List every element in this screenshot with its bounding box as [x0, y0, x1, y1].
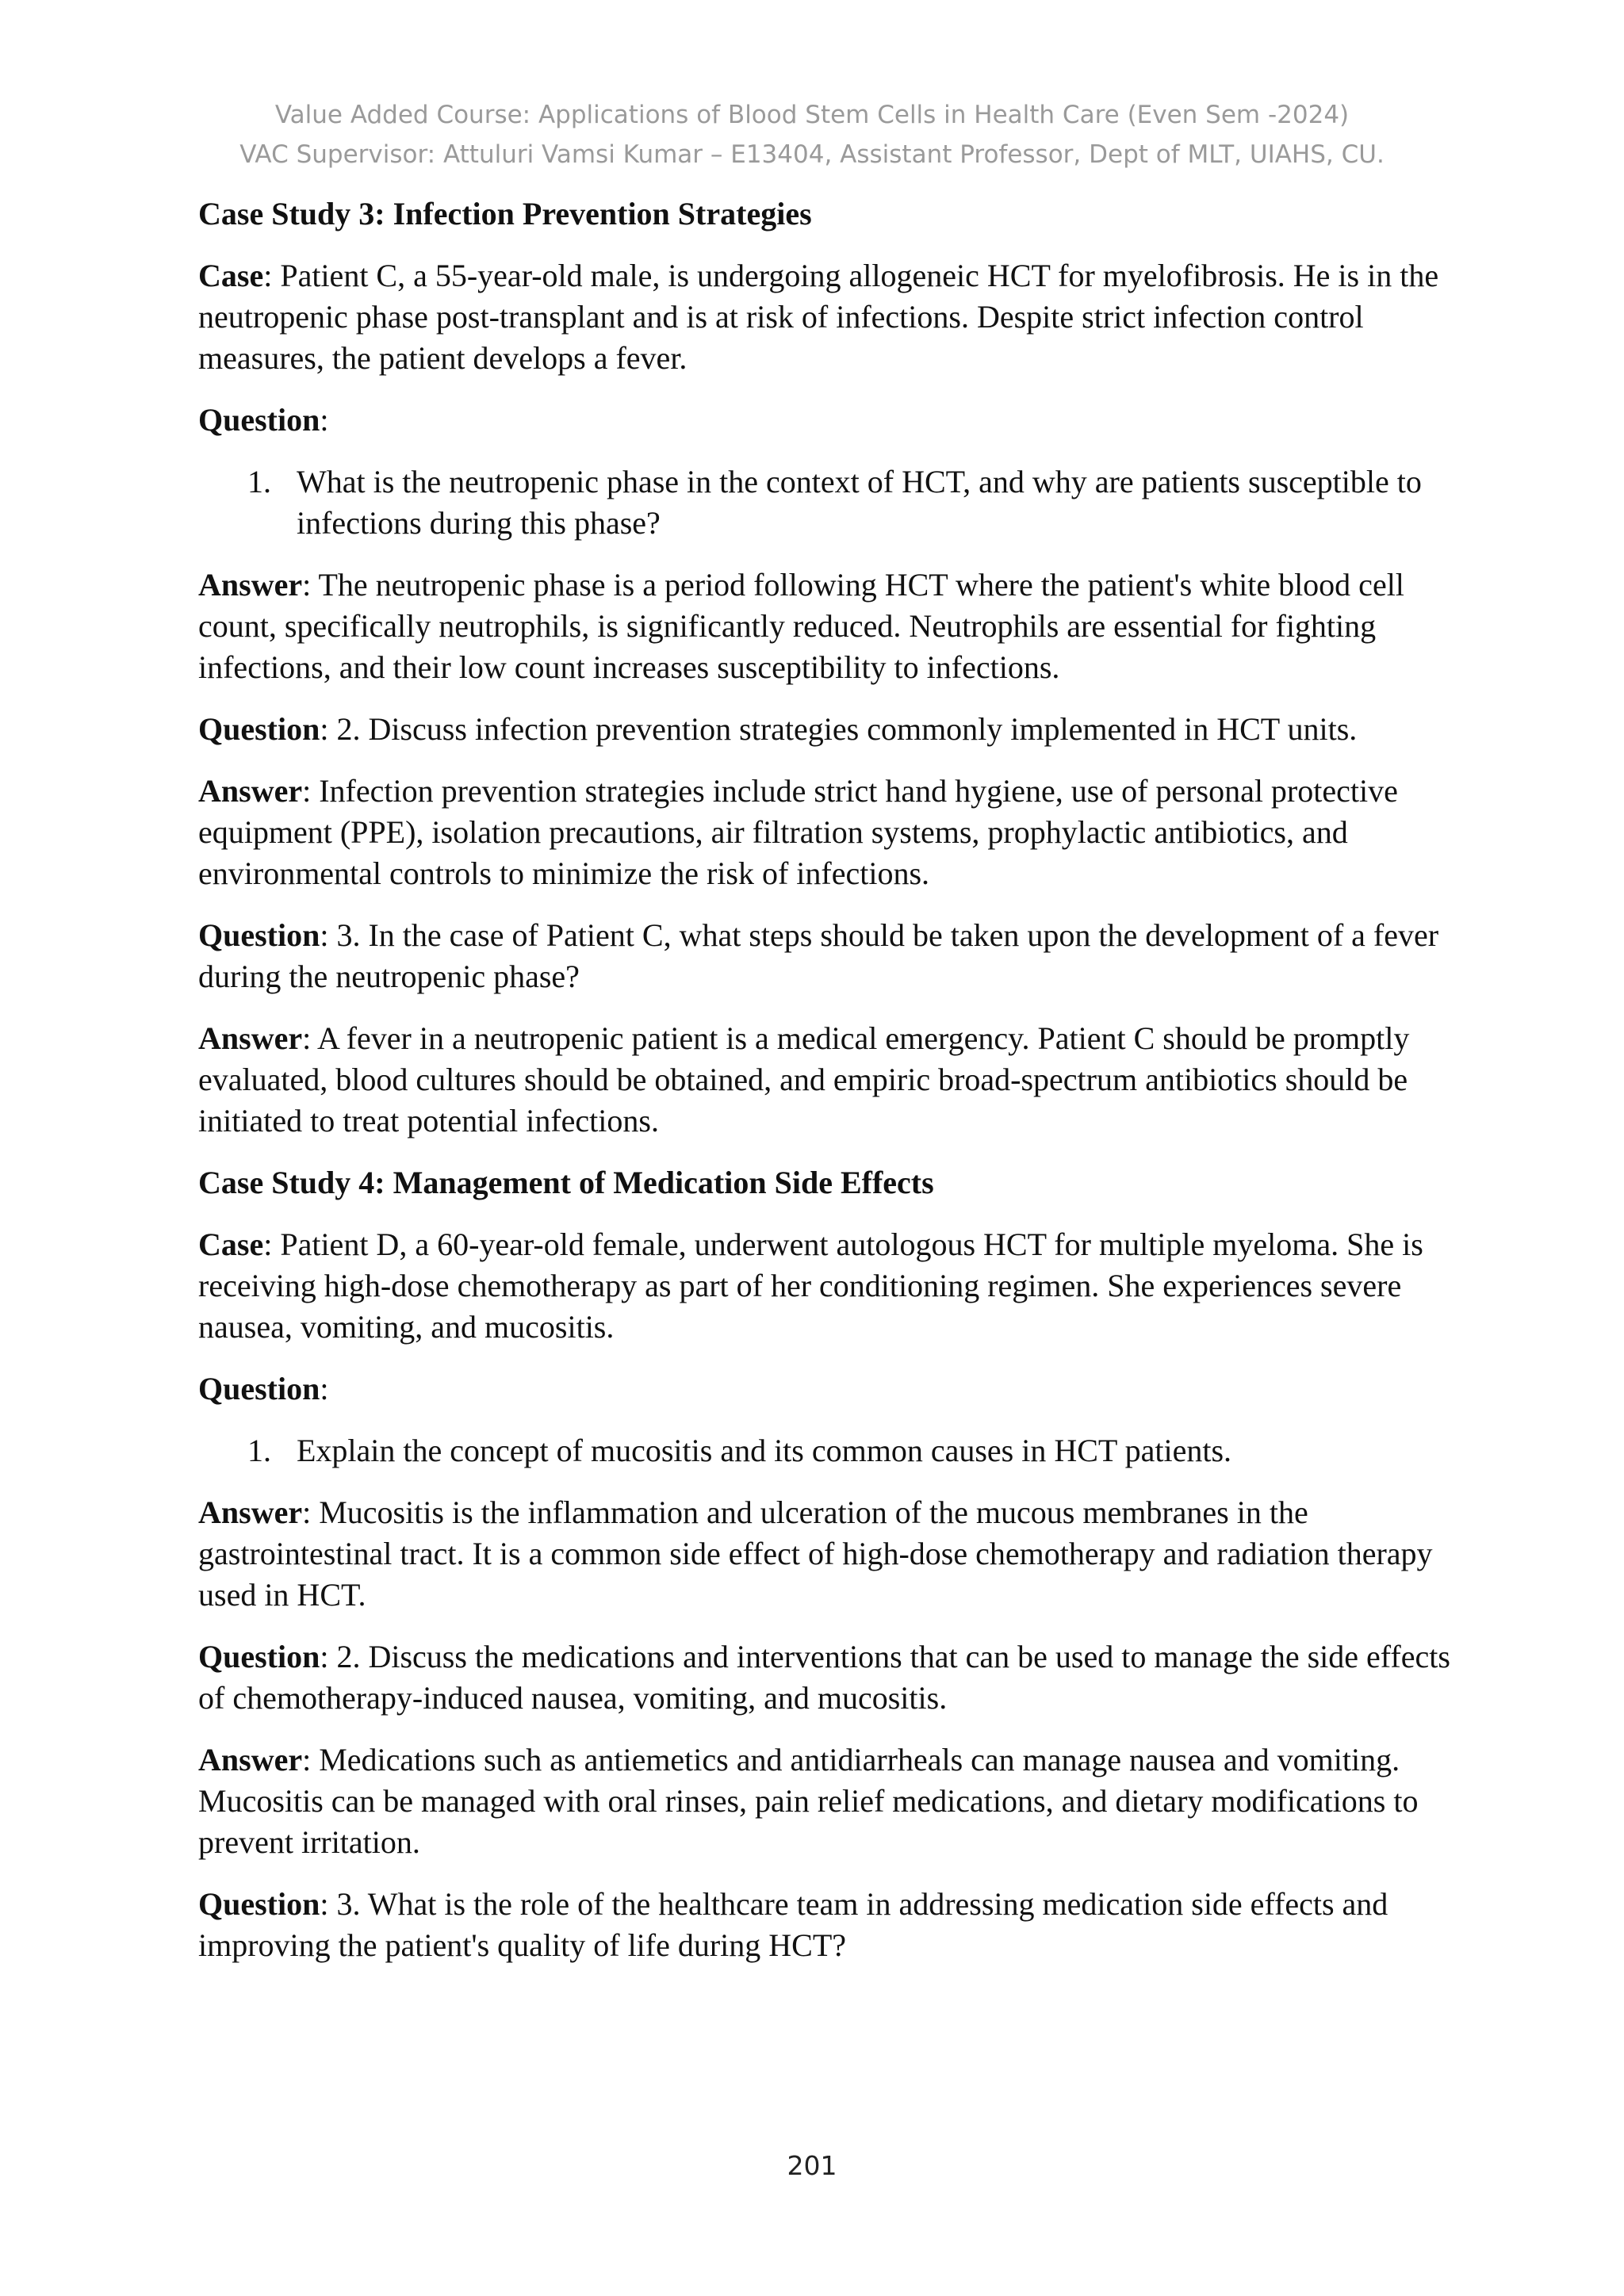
colon: : — [320, 1371, 329, 1406]
page-content — [198, 193, 1451, 1987]
case-3-question-1: What is the neutropenic phase in the context of HCT, and why are patients susceptible to infections during this phase? — [297, 464, 1422, 541]
case-4-question-heading — [198, 1368, 1451, 1410]
list-number: 1. — [247, 464, 271, 499]
page-number: 201 — [787, 2150, 837, 2181]
case-label: Case — [198, 258, 264, 293]
answer-label: Answer — [198, 773, 303, 809]
case-3-question-list — [198, 461, 1451, 544]
case-3-text: : Patient C, a 55-year-old male, is undergoing allogeneic HCT for myelofibrosis. He is in the neutropenic phase post-transplant and is at risk of infections. Despite strict infection control measures, the patient develops a fever. — [198, 258, 1439, 376]
case-3-question-3-text: : 3. In the case of Patient C, what steps should be taken upon the development of a fever during the neutropenic phase? — [198, 917, 1439, 994]
question-label: Question — [198, 917, 320, 953]
case-4-question-3 — [198, 1884, 1451, 1966]
case-3-answer-3-text: : A fever in a neutropenic patient is a medical emergency. Patient C should be promptly evaluated, blood cultures should be obtained, and empiric broad-spectrum antibiotics should be initiated to treat potential infections. — [198, 1020, 1410, 1138]
colon: : — [320, 402, 329, 438]
case-4-question-2-text: : 2. Discuss the medications and interventions that can be used to manage the side effects of chemotherapy-induced nausea, vomiting, and mucositis. — [198, 1639, 1450, 1716]
case-3-answer-2 — [198, 771, 1451, 894]
case-3-answer-3 — [198, 1018, 1451, 1142]
case-3-question-3 — [198, 915, 1451, 997]
answer-label: Answer — [198, 1020, 303, 1056]
answer-label: Answer — [198, 567, 303, 603]
list-item — [198, 1430, 1451, 1471]
case-4-answer-1 — [198, 1492, 1451, 1616]
question-label: Question — [198, 711, 320, 747]
question-label: Question — [198, 1639, 320, 1674]
answer-label: Answer — [198, 1742, 303, 1777]
case-4-question-3-text: : 3. What is the role of the healthcare team in addressing medication side effects and improving the patient's quality of life during HCT? — [198, 1886, 1388, 1963]
case-4-question-2 — [198, 1636, 1451, 1719]
answer-label: Answer — [198, 1494, 303, 1530]
question-label: Question — [198, 402, 320, 438]
case-4-text: : Patient D, a 60-year-old female, underwent autologous HCT for multiple myeloma. She is receiving high-dose chemotherapy as part of her conditioning regimen. She experiences severe nausea, vomiting, and mucositis. — [198, 1226, 1423, 1345]
case-4-answer-2-text: : Medications such as antiemetics and antidiarrheals can manage nausea and vomiting. Mucositis can be managed with oral rinses, pain relief medications, and dietary modifications to prevent irritation. — [198, 1742, 1419, 1860]
case-3-question-heading — [198, 400, 1451, 441]
case-label: Case — [198, 1226, 264, 1262]
case-study-4-title: Case Study 4: Management of Medication Side Effects — [198, 1165, 934, 1200]
question-label: Question — [198, 1371, 320, 1406]
case-study-3-title: Case Study 3: Infection Prevention Strategies — [198, 196, 812, 232]
case-3-answer-1 — [198, 564, 1451, 688]
case-4-question-1: Explain the concept of mucositis and its common causes in HCT patients. — [297, 1433, 1232, 1468]
list-number: 1. — [247, 1433, 271, 1468]
case-4-answer-1-text: : Mucositis is the inflammation and ulceration of the mucous membranes in the gastrointestinal tract. It is a common side effect of high-dose chemotherapy and radiation therapy used in HCT. — [198, 1494, 1433, 1613]
case-3-answer-1-text: : The neutropenic phase is a period following HCT where the patient's white blood cell count, specifically neutrophils, is significantly reduced. Neutrophils are essential for fighting infections, and their low count increases susceptibility to infections. — [198, 567, 1404, 685]
case-4-question-list — [198, 1430, 1451, 1471]
question-label: Question — [198, 1886, 320, 1922]
list-item — [198, 461, 1451, 544]
running-header — [0, 95, 1624, 174]
header-supervisor-line: VAC Supervisor: Attuluri Vamsi Kumar – E13404, Assistant Professor, Dept of MLT, UIAHS, CU. — [239, 140, 1385, 169]
case-4-description — [198, 1224, 1451, 1348]
header-course-line: Value Added Course: Applications of Blood Stem Cells in Health Care (Even Sem -2024) — [274, 101, 1350, 129]
case-3-description — [198, 255, 1451, 379]
case-3-answer-2-text: : Infection prevention strategies include strict hand hygiene, use of personal protective equipment (PPE), isolation precautions, air filtration systems, prophylactic antibiotics, and environmental controls to minimize the risk of infections. — [198, 773, 1398, 891]
case-4-answer-2 — [198, 1739, 1451, 1863]
case-3-question-2-text: : 2. Discuss infection prevention strategies commonly implemented in HCT units. — [320, 711, 1358, 747]
case-3-question-2 — [198, 709, 1451, 750]
